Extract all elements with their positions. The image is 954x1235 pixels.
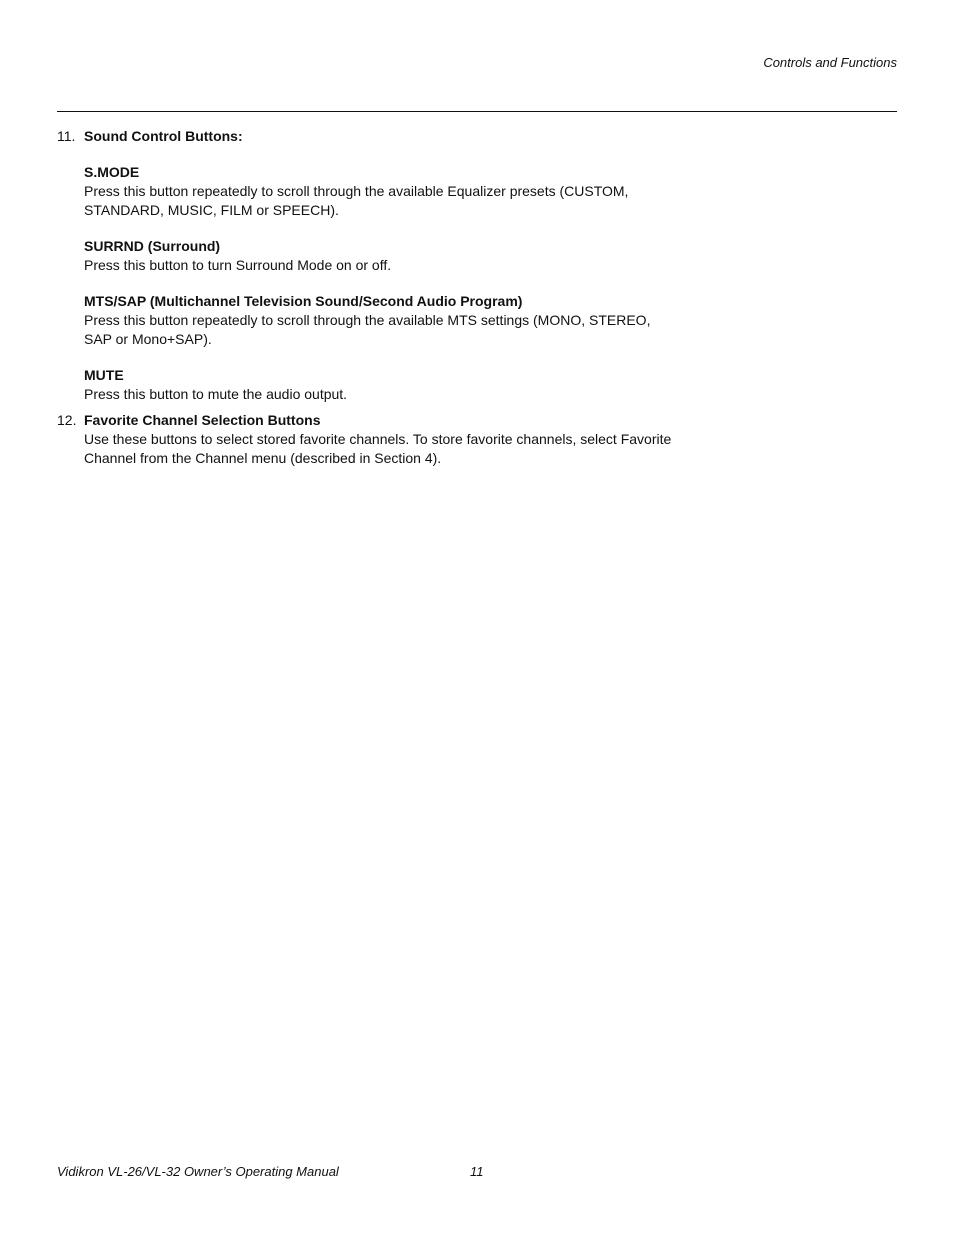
page-content [57,127,677,468]
footer-manual-title: Vidikron VL-26/VL-32 Owner’s Operating Manual [57,1164,339,1179]
footer-page-number: 11 [470,1164,484,1179]
list-item-favorite-channel [57,411,677,468]
subsection-mts-sap [84,292,677,349]
item-title: Sound Control Buttons: [84,128,243,144]
subsection-title: S.MODE [84,164,140,180]
header-divider [57,111,897,112]
list-item-sound-control [57,127,677,404]
subsection-mute [84,366,677,404]
subsection-text: Press this button repeatedly to scroll through the available Equalizer presets (CUSTOM, STANDARD, MUSIC, FILM or SPEECH). [84,183,629,218]
subsection-title: MUTE [84,367,124,383]
item-title: Favorite Channel Selection Buttons [84,412,321,428]
subsection-title: MTS/SAP (Multichannel Television Sound/Second Audio Program) [84,293,523,309]
item-number: 11. [57,128,76,144]
subsection-text: Press this button repeatedly to scroll through the available MTS settings (MONO, STEREO, SAP or Mono+SAP). [84,312,651,347]
subsection-text: Press this button to turn Surround Mode on or off. [84,257,392,273]
item-text: Use these buttons to select stored favorite channels. To store favorite channels, select Favorite Channel from the Channel menu (described in Section 4). [84,431,672,466]
running-header: Controls and Functions [763,55,897,70]
subsection-surrnd [84,237,677,275]
subsection-title: SURRND (Surround) [84,238,221,254]
subsection-smode [84,163,677,220]
subsection-text: Press this button to mute the audio output. [84,386,348,402]
item-number: 12. [57,412,77,428]
